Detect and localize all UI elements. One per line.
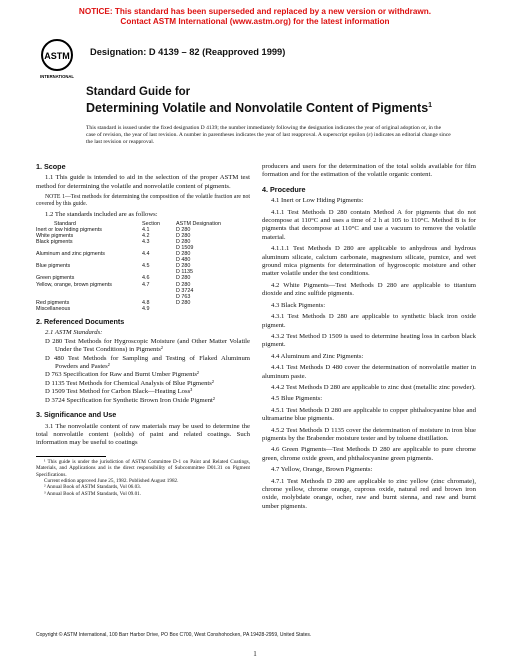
reference-list <box>36 338 250 405</box>
procedure-paragraph: 4.3 Black Pigments: <box>271 301 326 309</box>
table-cell-astm: D 480 <box>176 257 191 264</box>
table-cell-astm <box>176 306 226 312</box>
issuance-note: This standard is issued under the fixed designation D 4139; the number immediately following the designation indicates the year of original adoption or, in the case of revision, the year of last revision. A number in parentheses indicates the year of last reapproval. A superscript epsilon (ε) indicates an editorial change since the last revision or reapproval. <box>86 125 451 146</box>
table-cell-astm: D 1135 <box>176 269 193 276</box>
designation: Designation: D 4139 – 82 (Reapproved 1999) <box>90 47 286 57</box>
procedure-paragraph: 4.7 Yellow, Orange, Brown Pigments: <box>271 466 373 474</box>
procedure-paragraph: 4.4 Aluminum and Zinc Pigments: <box>271 352 364 360</box>
procedure-paragraph: 4.6 Green Pigments—Test Methods D 280 are applicable to pure chrome green, chrome oxide green, and phthalocyanine green pigments. <box>262 446 476 462</box>
reference-item: D 1135 Test Methods for Chemical Analysis of Blue Pigments² <box>45 379 214 387</box>
table-cell-standard: White pigments <box>36 232 74 239</box>
col-standard: Standard <box>54 220 76 227</box>
table-cell-section: 4.4 <box>142 251 150 258</box>
logo-text: ASTM <box>44 51 70 61</box>
left-column <box>36 163 250 497</box>
logo-subtext: INTERNATIONAL <box>40 74 74 79</box>
supersede-notice <box>0 7 510 27</box>
right-column <box>262 163 476 511</box>
procedure-paragraph: 4.5.2 Test Methods D 1135 cover the determination of moisture in iron blue pigments by the Brabender moisture tester and by toluene distillation. <box>262 426 476 442</box>
table-cell-standard: Green pigments <box>36 275 75 282</box>
copyright-line: Copyright © ASTM International, 100 Barr Harbor Drive, PO Box C700, West Conshohocken, PA 19428-2959, United States. <box>36 632 312 638</box>
procedure-paragraph: 4.1 Inert or Low Hiding Pigments: <box>271 197 364 205</box>
notice-line-2: Contact ASTM International (www.astm.org) for the latest information <box>120 17 390 26</box>
para-1-2: 1.2 The standards included are as follows: <box>45 211 158 219</box>
document-title <box>86 86 432 115</box>
table-cell-standard: Black pigments <box>36 238 73 245</box>
table-cell-astm: D 280 <box>176 251 191 258</box>
standards-table <box>36 221 226 312</box>
section-3-heading: 3. Significance and Use <box>36 410 117 420</box>
procedure-paragraph: 4.3.1 Test Methods D 280 are applicable to synthetic black iron oxide pigment. <box>262 313 476 329</box>
reference-item: D 763 Specification for Raw and Burnt Umber Pigments² <box>45 371 199 379</box>
table-cell-section: 4.8 <box>142 299 150 306</box>
table-cell-standard: Aluminum and zinc pigments <box>36 251 105 258</box>
section-2-heading: 2. Referenced Documents <box>36 317 125 327</box>
procedure-paragraph: 4.2 White Pigments—Test Methods D 280 are applicable to titanium dioxide and zinc sulfide pigments. <box>262 281 476 298</box>
reference-item: D 480 Test Methods for Sampling and Testing of Flaked Aluminum Powders and Pastes² <box>45 354 250 371</box>
para-2-1: 2.1 ASTM Standards: <box>45 329 103 337</box>
procedure-paragraph: 4.1.1.1 Test Methods D 280 are applicable to anhydrous and hydrous aluminum silicate, calcium carbonate, magnesium silicate, pumice, and wet ground mica pigments for determination of hygroscopic moisture and other matter volatile under the test conditions. <box>262 245 476 278</box>
table-cell-astm: D 280 <box>176 226 191 233</box>
table-cell-astm: D 280 <box>176 238 191 245</box>
procedure-paragraph: 4.4.1 Test Methods D 480 cover the determination of nonvolatile matter in aluminum paste. <box>262 364 476 380</box>
title-line-2: Determining Volatile and Nonvolatile Content of Pigments <box>86 101 429 116</box>
procedure-paragraph: 4.5.1 Test Methods D 280 are applicable to copper phthalocyanine blue and ultramarine blue pigments. <box>262 406 476 423</box>
table-cell-standard: Miscellaneous <box>36 305 71 312</box>
table-cell-astm: D 763 <box>176 293 191 300</box>
procedure-paragraph: 4.3.2 Test Method D 1509 is used to determine heating loss in carbon black pigment. <box>262 332 476 349</box>
table-cell-standard: Yellow, orange, brown pigments <box>36 281 112 288</box>
table-cell-section: 4.1 <box>142 226 150 233</box>
procedure-paragraph: 4.7.1 Test Methods D 280 are applicable to zinc yellow (zinc chromate), chrome yellow, chrome orange, cuprous oxide, natural red and brown iron oxide, molybdate orange, ocher, raw and burnt sienna, and raw and burnt umber pigments. <box>262 477 476 510</box>
para-3-1-continued: producers and users for the determination of the total solids available for film formation and for the estimation of the volatile organic content. <box>262 163 476 179</box>
footnotes <box>36 459 250 497</box>
section-1-heading: 1. Scope <box>36 162 66 171</box>
footnote: Current edition approved June 25, 1982. Published August 1982. <box>44 477 179 484</box>
procedure-paragraphs <box>262 197 476 511</box>
procedure-paragraph: 4.5 Blue Pigments: <box>271 395 323 403</box>
table-cell-astm: D 280 <box>176 232 191 239</box>
table-cell-section: 4.7 <box>142 281 150 288</box>
table-cell-standard: Red pigments <box>36 299 70 306</box>
notice-line-1: NOTICE: This standard has been superseded and replaced by a new version or withdrawn. <box>78 7 432 16</box>
note-1: NOTE 1—Test methods for determining the composition of the volatile fraction are not covered by this guide. <box>36 194 250 208</box>
table-cell-astm: D 280 <box>176 263 191 270</box>
reference-item: D 3724 Specification for Synthetic Brown Iron Oxide Pigment² <box>45 396 215 404</box>
para-1-1: 1.1 This guide is intended to aid in the selection of the proper ASTM test method for determining the volatile and nonvolatile content of pigments. <box>36 174 250 190</box>
table-cell-section: 4.6 <box>142 275 150 282</box>
section-4-heading: 4. Procedure <box>262 184 306 194</box>
col-section: Section <box>142 220 160 227</box>
reference-item: D 280 Test Methods for Hygroscopic Moisture (and Other Matter Volatile Under the Test Conditions) in Pigments² <box>45 337 250 354</box>
table-cell-astm: D 280 <box>176 281 191 288</box>
footnote: ² Annual Book of ASTM Standards, Vol 06.03. <box>44 484 142 491</box>
table-cell-section: 4.3 <box>142 238 150 245</box>
title-footnote-mark: 1 <box>428 102 433 109</box>
footnote: ¹ This guide is under the jurisdiction of ASTM Committee D-1 on Paint and Related Coatings, Materials, and Applications and is the direct responsibility of Subcommittee D01.31 on Pigment Specifications. <box>36 458 250 478</box>
col-astm: ASTM Designation <box>176 220 221 227</box>
table-cell-section: 4.5 <box>142 263 150 270</box>
table-cell-astm: D 1509 <box>176 245 194 251</box>
table-cell-standard: Blue pigments <box>36 263 71 270</box>
footnote-divider <box>36 456 106 457</box>
reference-item: D 1509 Test Method for Carbon Black—Heating Loss³ <box>45 388 193 396</box>
page-number: 1 <box>253 650 257 658</box>
table-cell-astm: D 280 <box>176 299 191 306</box>
title-line-1: Standard Guide for <box>86 86 191 98</box>
table-cell-astm: D 280 <box>176 275 191 282</box>
para-3-1: 3.1 The nonvolatile content of raw materials may be used to determine the total nonvolatile content (solids) of paint and related coatings. Such information may be useful to coatings <box>36 422 250 447</box>
table-cell-section: 4.9 <box>142 305 150 312</box>
procedure-paragraph: 4.1.1 Test Methods D 280 contain Method A for pigments that do not decompose at 110°C and uses a time of 2 h at 105 to 110°C. Method B is for pigments that decompose at 110°C and use a vacuum to remove the volatile material. <box>262 208 476 241</box>
astm-logo <box>40 38 74 82</box>
table-row <box>36 306 226 312</box>
footnote: ³ Annual Book of ASTM Standards, Vol 09.01. <box>44 490 142 497</box>
table-cell-astm: D 3724 <box>176 287 194 294</box>
procedure-paragraph: 4.4.2 Test Methods D 280 are applicable to zinc dust (metallic zinc powder). <box>271 383 476 391</box>
table-cell-standard: Inert or low hiding pigments <box>36 226 102 233</box>
table-cell-section: 4.2 <box>142 232 150 239</box>
